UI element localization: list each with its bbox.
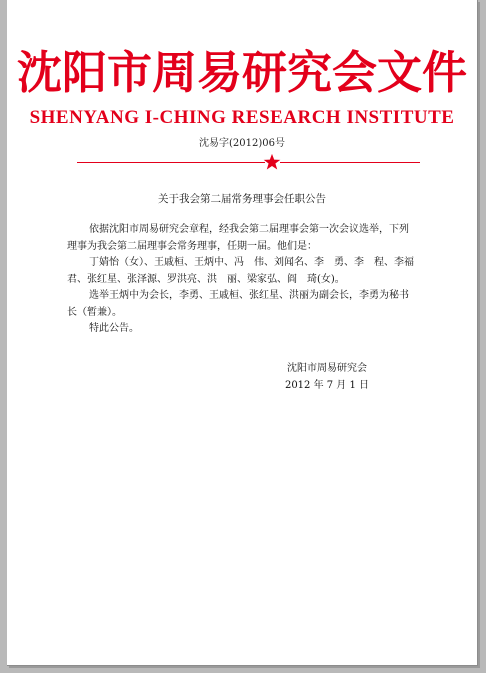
notice-paragraph-election: 选举王炳中为会长，李勇、王戚桓、张红星、洪丽为副会长，李勇为秘书长（暂兼）。 — [67, 290, 409, 318]
document-number: 沈易字(2012)06号 — [199, 138, 285, 149]
red-divider-left — [77, 162, 265, 163]
signature-org: 沈阳市周易研究会 — [287, 363, 367, 374]
red-divider-right — [280, 162, 420, 163]
notice-closing: 特此公告。 — [89, 323, 139, 334]
star-icon — [263, 153, 281, 171]
letterhead-subtitle: SHENYANG I-CHING RESEARCH INSTITUTE — [29, 107, 455, 128]
notice-paragraph-intro: 依据沈阳市周易研究会章程，经我会第二届理事会第一次会议选举，下列理事为我会第二届理事会常务理事，任期一届。他们是： — [67, 224, 409, 252]
letterhead-title: 沈阳市周易研究会文件 — [16, 46, 467, 99]
notice-body — [67, 222, 417, 338]
notice-names-list: 丁婧怡（女）、王戚桓、王炳中、冯 伟、刘闻名、李 勇、李 程、李福君、张红星、张泽源、罗洪亮、洪 丽、梁家弘、阎 琦(女)。 — [67, 257, 414, 285]
notice-title: 关于我会第二届常务理事会任职公告 — [158, 193, 326, 205]
signature-date: 2012 年 7 月 1 日 — [284, 380, 370, 391]
document-page — [7, 0, 478, 666]
